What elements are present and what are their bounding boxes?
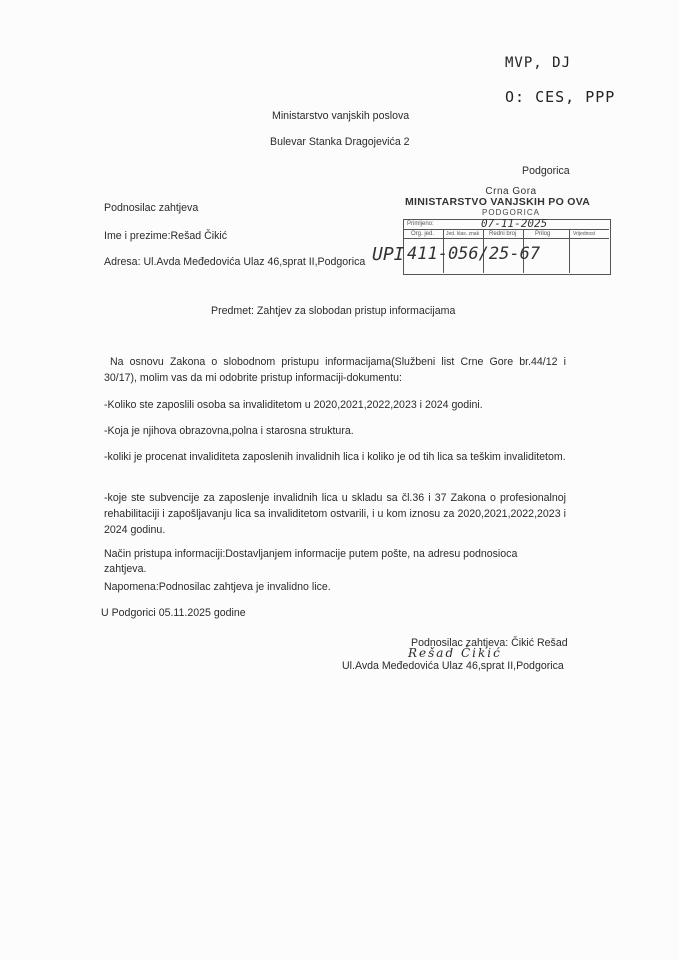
stamp-ministry: MINISTARSTVO VANJSKIH PO OVA — [405, 196, 591, 208]
handwritten-note-line2: O: CES, PPP — [505, 88, 616, 106]
stamp-case-number: 411-056/25-67 — [407, 244, 541, 264]
signature-address: Ul.Avda Međedovića Ulaz 46,sprat II,Podgorica — [342, 660, 564, 672]
stamp-col-number: Redni broj — [489, 231, 517, 237]
stamp-col-attachment: Prilog — [535, 231, 551, 237]
city: Podgorica — [522, 165, 570, 177]
access-method: Način pristupa informaciji:Dostavljanjem informacije putem pošte, na adresu podnosioca zahtjeva. — [104, 548, 518, 575]
stamp-received-date: 07-11-2025 — [481, 217, 548, 230]
stamp-col-class: Jed. klas. znak — [446, 231, 480, 237]
request-item-1: -Koliko ste zaposlili osoba sa invaliditetom u 2020,2021,2022,2023 i 2024 godini. — [104, 399, 483, 411]
stamp-received-label: Primljeno: — [407, 221, 434, 227]
applicant-address: Adresa: Ul.Avda Međedovića Ulaz 46,sprat II,Podgorica — [104, 256, 366, 268]
signature-label: Podnosilac zahtjeva: Čikić Rešad — [411, 637, 568, 649]
request-item-2: -Koja je njihova obrazovna,polna i starosna struktura. — [104, 425, 354, 437]
applicant-heading: Podnosilac zahtjeva — [104, 202, 199, 214]
request-item-4: -koje ste subvencije za zaposlenje invalidnih lica u skladu sa čl.36 i 37 Zakona o profesionalnoj rehabilitaciji i zapošljavanju lica sa invaliditetom ostvarili, i u kom iznosu za 2020,2021,2022,2023 i 2024 godinu. — [104, 492, 566, 536]
stamp-city: PODGORICA — [482, 208, 540, 217]
note: Napomena:Podnosilac zahtjeva je invalidno lice. — [104, 581, 331, 593]
stamp-col-org: Org. jed. — [411, 231, 435, 237]
subject-line: Predmet: Zahtjev za slobodan pristup informacijama — [211, 305, 456, 317]
stamp-col-value: Vrijednost — [573, 231, 596, 237]
request-item-3: -koliki je procenat invaliditeta zaposlenih invalidnih lica i koliko je od tih lica sa teškim invaliditetom. — [104, 451, 566, 463]
intro-paragraph: Na osnovu Zakona o slobodnom pristupu informacijama(Službeni list Crne Gore br.44/12 i 30/17), molim vas da mi odobrite pristup informaciji-dokumentu: — [104, 356, 566, 384]
applicant-name: Ime i prezime:Rešad Čikić — [104, 230, 228, 242]
received-stamp — [405, 186, 617, 276]
handwritten-signature: Rešad Čikić — [408, 646, 502, 660]
recipient-name: Ministarstvo vanjskih poslova — [272, 110, 410, 122]
place-date: U Podgorici 05.11.2025 godine — [101, 607, 246, 619]
recipient-address: Bulevar Stanka Dragojevića 2 — [270, 136, 410, 148]
stamp-row-divider — [403, 238, 609, 239]
stamp-country: Crna Gora — [485, 186, 537, 197]
stamp-case-prefix: UPI — [372, 244, 405, 265]
handwritten-note-line1: MVP, DJ — [505, 55, 572, 71]
stamp-col-divider — [569, 229, 570, 273]
